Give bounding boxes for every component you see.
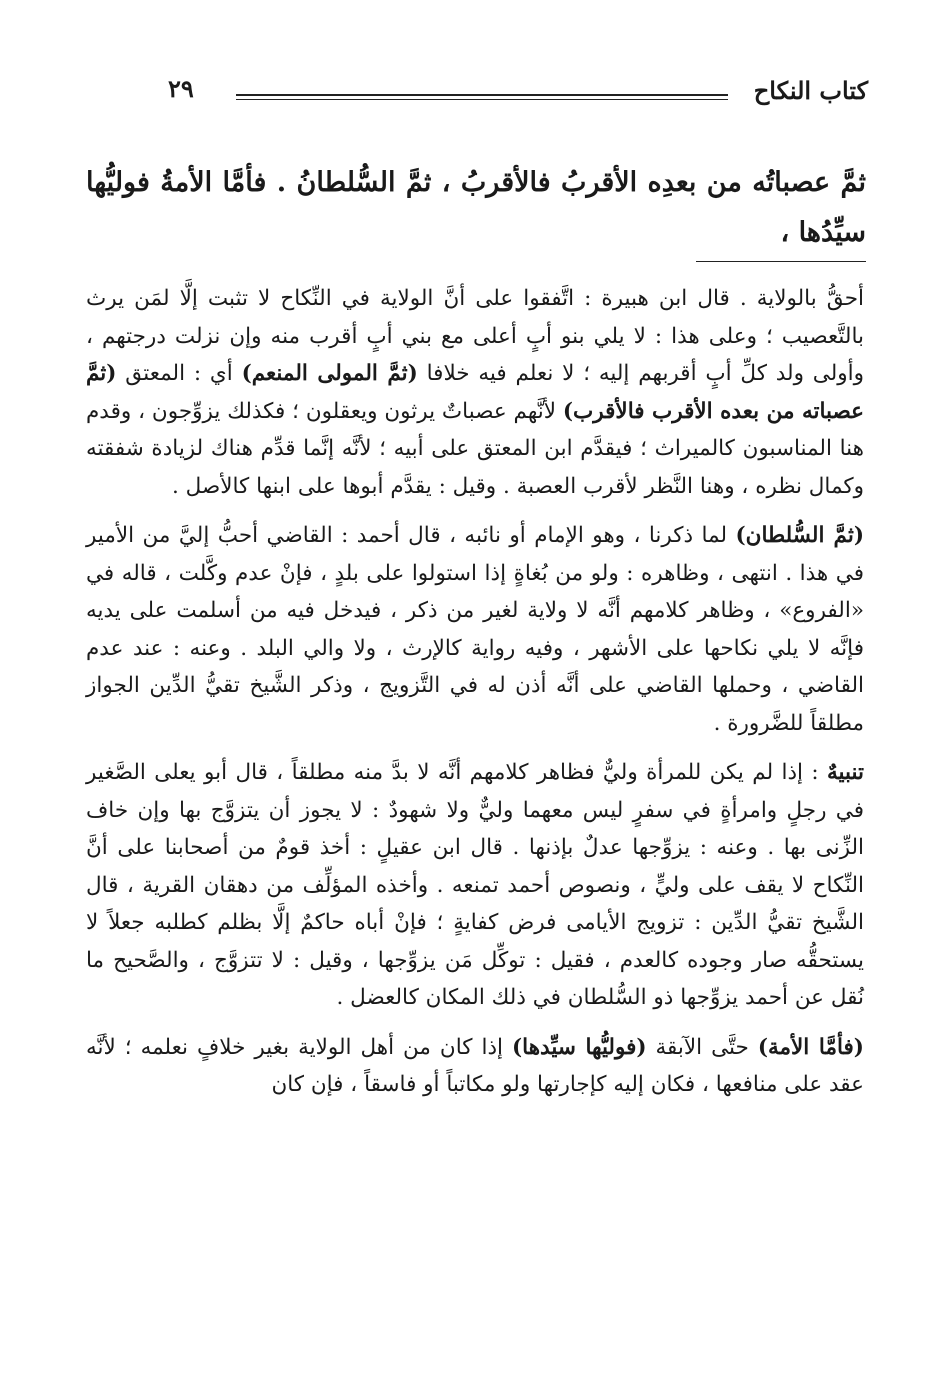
commentary-segment: : إذا لم يكن للمرأة وليٌّ فظاهر كلامهم أنَّه لا بدَّ منه مطلقاً ، قال أبو يعلى الصَّغير في رجلٍ وامرأةٍ في سفرٍ ليس معهما وليٌّ ولا شهودٌ : لا يجوز أن يتزوَّج بها وإن خاف الزِّنى بها . وعنه : يزوِّجها عدلٌ بإذنها . قال ابن عقيلٍ : أخذ قومٌ من أصحابنا على أنَّ النِّكاح لا يقف على وليٍّ ، ونصوص أحمد تمنعه . وأخذه المؤلِّف من دهقان القرية ، قال الشَّيخ تقيُّ الدِّين : تزويج الأيامى فرض كفايةٍ ؛ فإنْ أباه حاكمٌ إلَّا بظلم كطلبه جعلاً لا يستحقُّه صار وجوده كالعدم ، فقيل : توكِّل مَن يزوِّجها ، وقيل : لا تتزوَّج ، والصَّحيح ما نُقل عن أحمد يزوِّجها ذو السُّلطان في ذلك المكان كالعضل . bbox=[86, 760, 864, 1010]
commentary-segment: لأنَّهم عصباتٌ يرثون ويعقلون ؛ فكذلك يزوِّجون ، وقدم هنا المناسبون كالميراث ؛ فيقدَّم ابن المعتق على أبيه ؛ لأنَّه إنَّما قدِّم هناك لزيادة شفقته وكمال نظره ، وهنا النَّظر لأقرب العصبة . وقيل : يقدَّم أبوها على ابنها كالأصل . bbox=[86, 398, 864, 499]
commentary-segment: حتَّى الآبقة bbox=[646, 1034, 758, 1060]
commentary bbox=[86, 280, 864, 1116]
commentary-paragraph bbox=[86, 754, 864, 1017]
quoted-matn-segment: (ثمَّ المولى المنعم) bbox=[241, 361, 418, 386]
matn-text: ثمَّ عصباتُه من بعدِه الأقربُ فالأقربُ ، ثمَّ السُّلطانُ . فأمَّا الأمةُ فوليُّها سيِّدُها ، bbox=[86, 167, 866, 248]
page-number: ٢٩ bbox=[168, 74, 194, 103]
quoted-matn-segment: (ثمَّ السُّلطان) bbox=[735, 523, 865, 548]
commentary-segment: إذا كان من أهل الولاية بغير خلافٍ نعلمه ؛ لأنَّه عقد على منافعها ، فكان إليه كإجارتها ولو مكاتباً أو فاسقاً ، فإن كان bbox=[86, 1034, 864, 1097]
commentary-segment: أحقُّ بالولاية . قال ابن هبيرة : اتَّفقوا على أنَّ الولاية في النِّكاح لا تثبت إلَّا لمَن يرث بالتَّعصيب ؛ وعلى هذا : لا يلي بنو أبٍ أعلى مع بني أبٍ أقرب منه وإن نزلت درجتهم ، وأولى ولد كلِّ أبٍ أقربهم إليه ؛ لا نعلم فيه خلافا bbox=[86, 286, 865, 386]
quoted-matn-segment: (ثمَّ عصباته من بعده الأقرب فالأقرب) bbox=[86, 361, 864, 424]
page-header bbox=[168, 74, 868, 114]
quoted-matn-segment: (فوليُّها سيِّدها) bbox=[512, 1034, 647, 1060]
header-rule bbox=[236, 94, 728, 96]
commentary-paragraph bbox=[86, 280, 864, 505]
commentary-paragraph bbox=[86, 517, 864, 742]
quoted-matn-segment: (فأمَّا الأمة) bbox=[757, 1034, 864, 1060]
running-title: كتاب النكاح bbox=[753, 76, 868, 105]
commentary-segment: لما ذكرنا ، وهو الإمام أو نائبه ، قال أحمد : القاضي أحبُّ إليَّ من الأمير في هذا . انتهى ، وظاهره : ولو من بُغاةٍ إذا استولوا على بلدٍ ، فإنْ عدم وكَّلت ، قاله في «الفروع» ، وظاهر كلامهم أنَّه لا ولاية لغير من ذكر ، فيدخل فيه من أسلمت على يديه فإنَّه لا يلي نكاحها على الأشهر ، وفيه رواية كالإرث ، ولا والي البلد . وعنه : عند عدم القاضي ، وحملها القاضي على أنَّه أذن له في التَّزويج ، وذكر الشَّيخ تقيُّ الدِّين الجواز مطلقاً للضَّرورة . bbox=[86, 523, 864, 736]
separator-rule bbox=[696, 261, 866, 262]
commentary-paragraph bbox=[86, 1029, 864, 1104]
quoted-matn-segment: تنبيهٌ bbox=[827, 760, 864, 785]
commentary-segment: أي : المعتق bbox=[116, 361, 242, 386]
